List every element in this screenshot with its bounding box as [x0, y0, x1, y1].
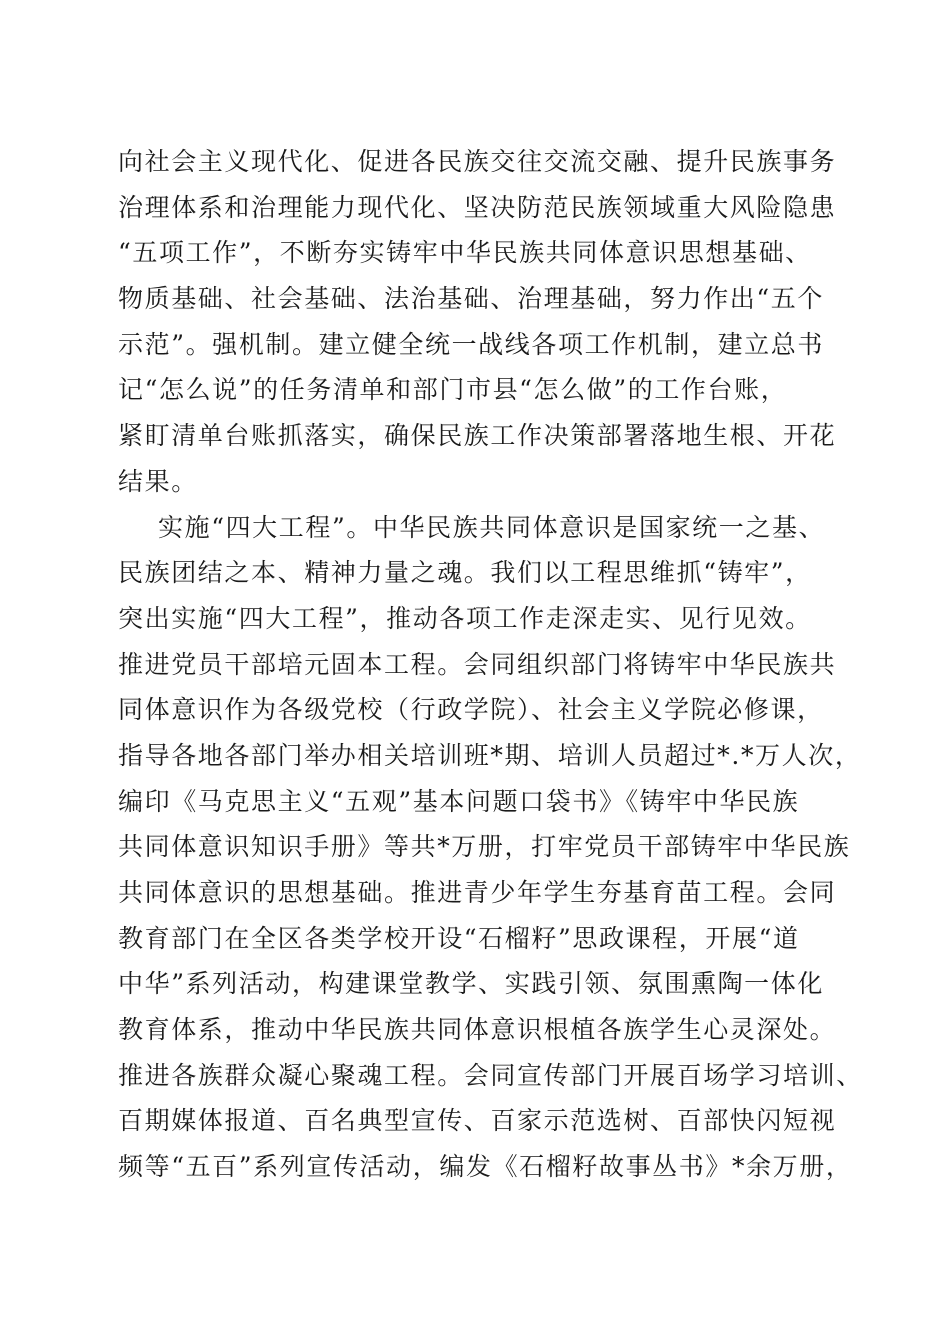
text-line: 指导各地各部门举办相关培训班*期、培训人员超过*.*万人次，: [118, 740, 862, 770]
text-line: 百期媒体报道、百名典型宣传、百家示范选树、百部快闪短视: [118, 1106, 837, 1136]
text-line: “五项工作”，不断夯实铸牢中华民族共同体意识思想基础、: [118, 238, 812, 268]
text-line: 编印《马克思主义“五观”基本问题口袋书》《铸牢中华民族: [118, 786, 800, 816]
text-line: 共同体意识的思想基础。推进青少年学生夯基育苗工程。会同: [118, 878, 837, 907]
text-line: 向社会主义现代化、促进各民族交往交流交融、提升民族事务: [118, 147, 837, 176]
text-line: 推进党员干部培元固本工程。会同组织部门将铸牢中华民族共: [118, 649, 837, 679]
text-line: 紧盯清单台账抓落实，确保民族工作决策部署落地生根、开花: [118, 421, 837, 451]
text-line: 共同体意识知识手册》等共*万册，打牢党员干部铸牢中华民族: [118, 832, 851, 862]
text-line: 突出实施“四大工程”，推动各项工作走深走实、见行见效。: [118, 603, 812, 633]
text-line: 推进各族群众凝心聚魂工程。会同宣传部门开展百场学习培训、: [118, 1060, 863, 1090]
text-line: 记“怎么说”的任务清单和部门市县“怎么做”的工作台账，: [118, 375, 788, 405]
text-line: 同体意识作为各级党校（行政学院）、社会主义学院必修课，: [118, 695, 824, 725]
paragraph-first-line: 实施“四大工程”。中华民族共同体意识是国家统一之基、: [158, 512, 826, 542]
text-line: 示范”。强机制。建立健全统一战线各项工作机制，建立总书: [118, 329, 824, 359]
text-line: 频等“五百”系列宣传活动，编发《石榴籽故事丛书》*余万册，: [118, 1152, 853, 1182]
text-line: 民族团结之本、精神力量之魂。我们以工程思维抓“铸牢”，: [118, 558, 812, 588]
document-body: [118, 139, 863, 1190]
text-line: 中华”系列活动，构建课堂教学、实践引领、氛围熏陶一体化: [118, 969, 824, 999]
text-line: 结果。: [118, 466, 198, 496]
text-line: 教育体系，推动中华民族共同体意识根植各族学生心灵深处。: [118, 1015, 837, 1045]
text-line: 治理体系和治理能力现代化、坚决防范民族领域重大风险隐患: [118, 192, 837, 222]
text-line: 物质基础、社会基础、法治基础、治理基础，努力作出“五个: [118, 284, 824, 314]
text-line: 教育部门在全区各类学校开设“石榴籽”思政课程，开展“道: [118, 923, 800, 953]
